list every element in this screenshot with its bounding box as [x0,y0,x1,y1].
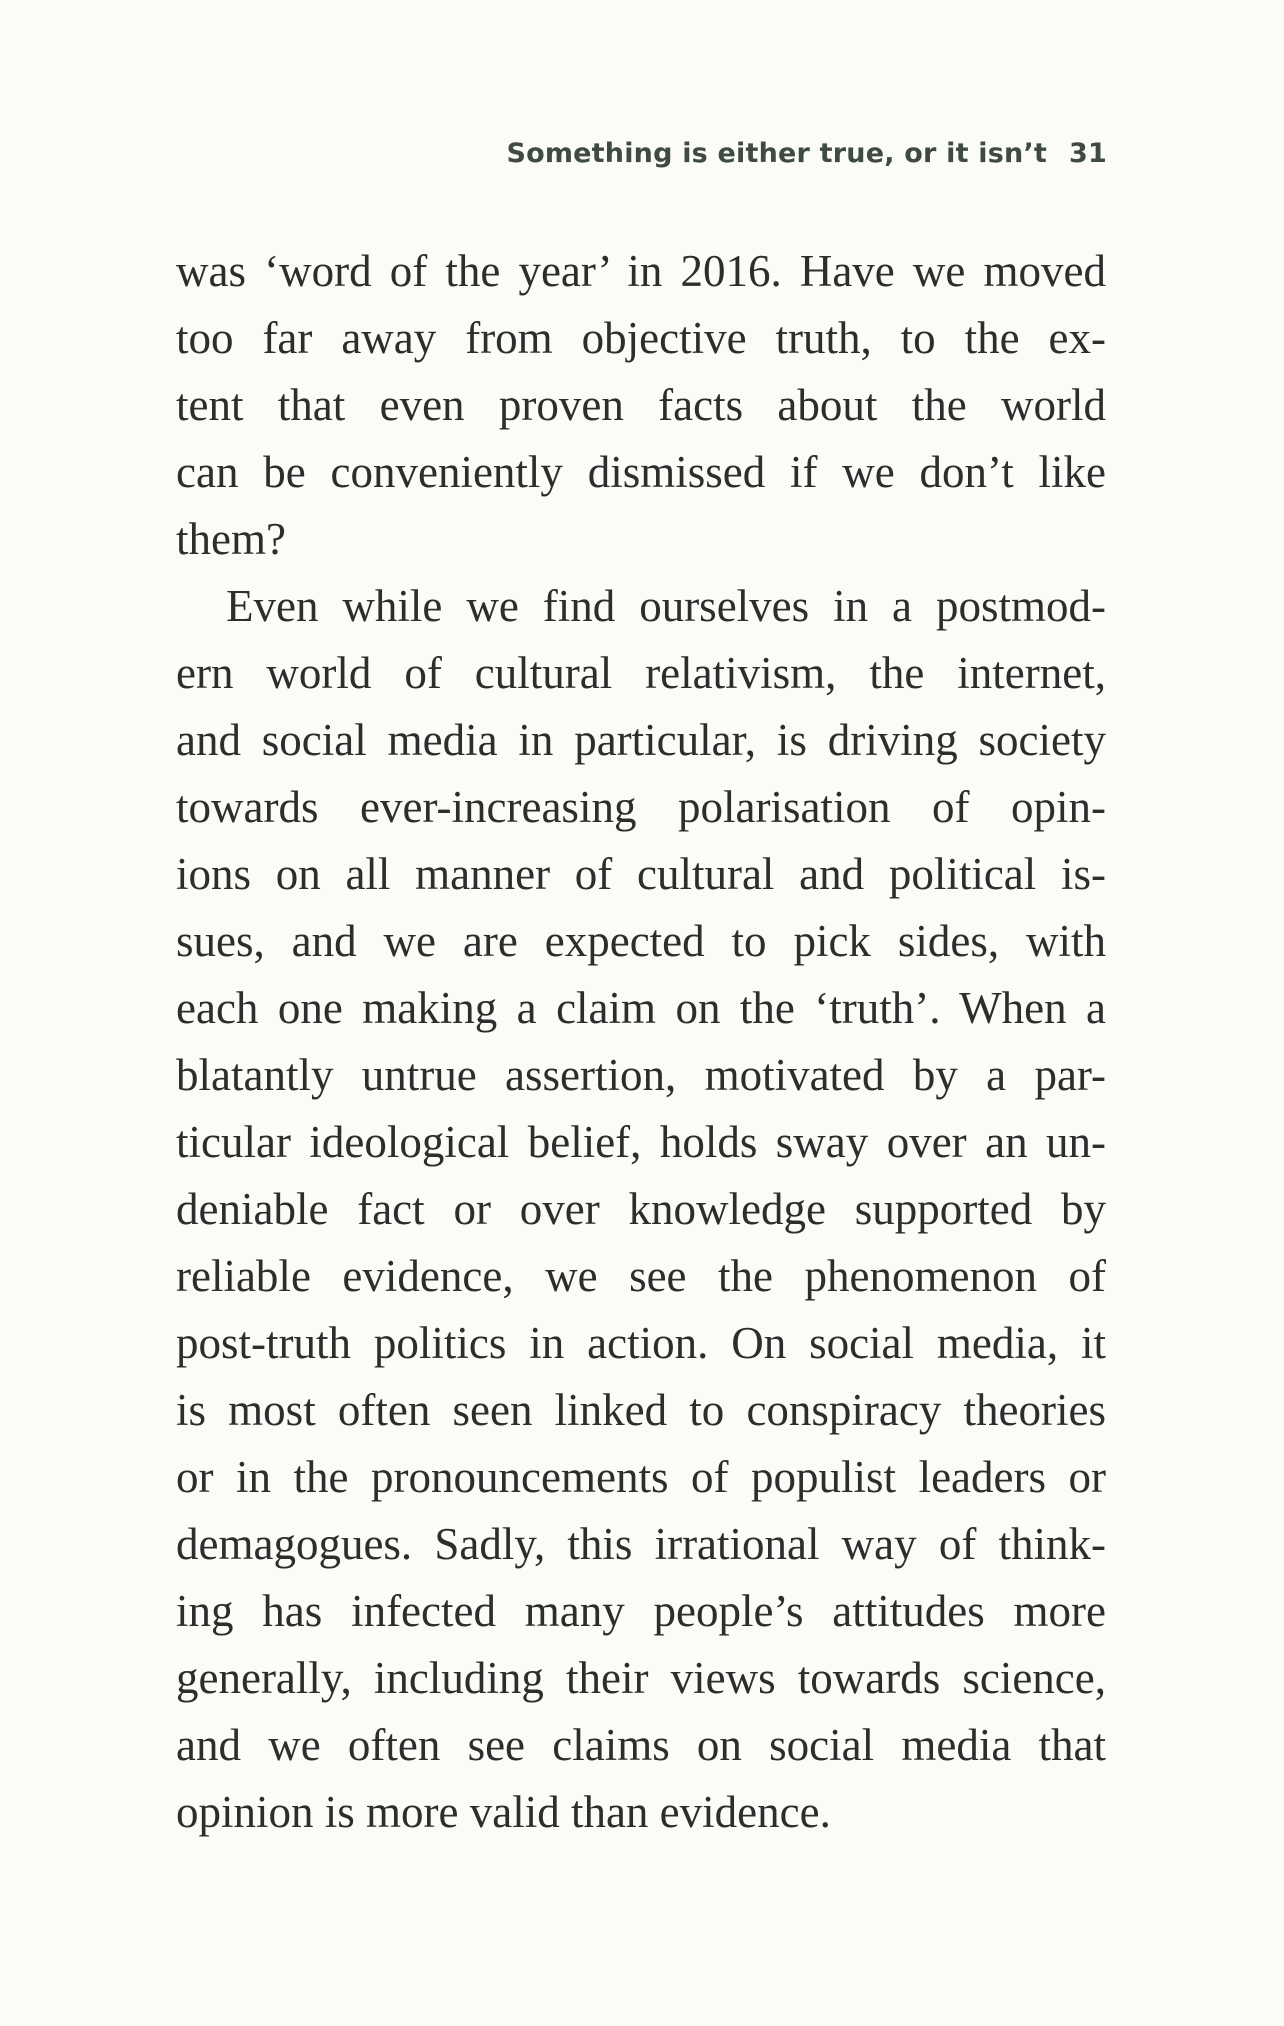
text-line: deniable fact or over knowledge supported by [176,1184,1106,1234]
text-line: and we often see claims on social media that [176,1720,1106,1770]
text-line: was ‘word of the year’ in 2016. Have we moved [176,246,1106,296]
text-line: too far away from objective truth, to the ex- [176,313,1106,363]
paragraph-1 [176,238,1106,573]
page-number: 31 [1069,138,1107,169]
running-head [506,138,1107,169]
text-line: can be conveniently dismissed if we don’t like [176,447,1106,497]
text-line: tent that even proven facts about the world [176,380,1106,430]
text-line: each one making a claim on the ‘truth’. When a [176,983,1106,1033]
paragraph-2 [176,573,1106,1846]
text-line: Even while we find ourselves in a postmod- [226,581,1106,631]
text-line: reliable evidence, we see the phenomenon of [176,1251,1106,1301]
text-line: and social media in particular, is driving society [176,715,1106,765]
text-line: ions on all manner of cultural and political is- [176,849,1106,899]
body-text [176,238,1106,1846]
text-line: blatantly untrue assertion, motivated by a par- [176,1050,1106,1100]
text-line: ticular ideological belief, holds sway over an un- [176,1117,1106,1167]
text-line: sues, and we are expected to pick sides, with [176,916,1106,966]
text-line: post-truth politics in action. On social media, it [176,1318,1106,1368]
text-line: or in the pronouncements of populist leaders or [176,1452,1106,1502]
text-line: them? [176,514,286,564]
text-line: towards ever-increasing polarisation of opin- [176,782,1106,832]
text-line: ing has infected many people’s attitudes more [176,1586,1106,1636]
text-line: generally, including their views towards science, [176,1653,1106,1703]
text-line: is most often seen linked to conspiracy theories [176,1385,1106,1435]
running-head-title: Something is either true, or it isn’t [506,138,1048,169]
text-line: ern world of cultural relativism, the internet, [176,648,1106,698]
text-line: opinion is more valid than evidence. [176,1787,831,1837]
text-line: demagogues. Sadly, this irrational way of think- [176,1519,1106,1569]
